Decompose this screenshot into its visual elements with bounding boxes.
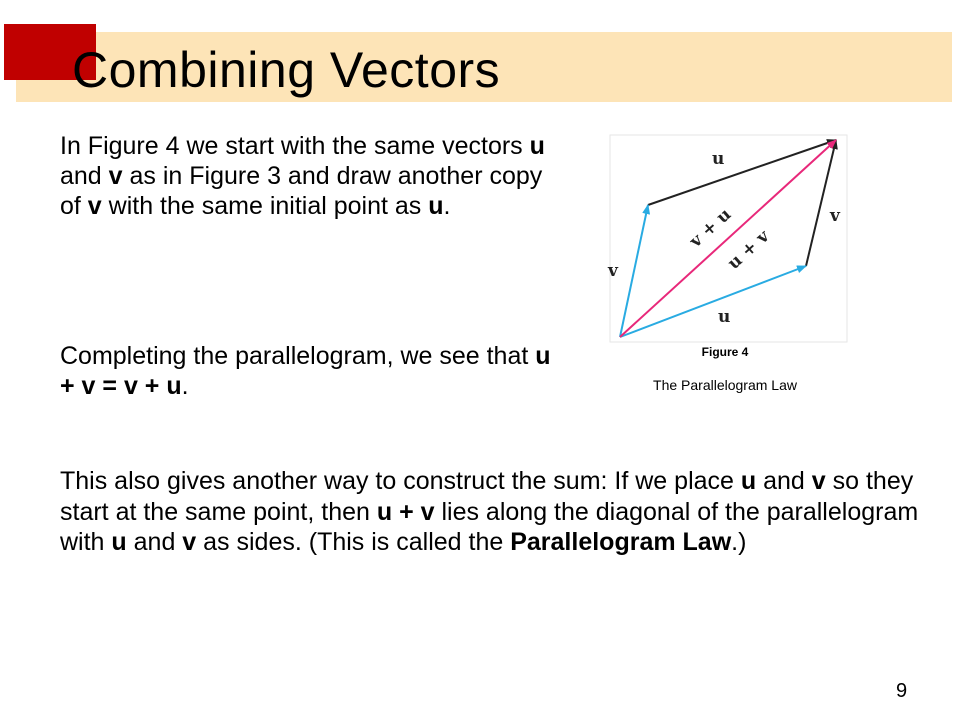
- paragraph-figure-intro: [60, 131, 560, 221]
- bold-u: u: [111, 528, 127, 556]
- vector-v-right: [806, 140, 836, 266]
- vector-v-left: [620, 205, 648, 337]
- text-run: as sides. (This is called the: [196, 528, 511, 556]
- text-run: .: [443, 192, 451, 220]
- parallelogram-diagram: [600, 130, 850, 345]
- text-run: as in Figure 3 and draw another copy of: [60, 162, 543, 220]
- text-run: In Figure 4 we start with the same vectors: [60, 132, 530, 160]
- bold-law-name: Parallelogram Law: [510, 528, 732, 556]
- text-run: and: [756, 467, 812, 495]
- label-v-left: v: [608, 261, 618, 281]
- text-run: and: [60, 162, 109, 190]
- bold-v: v: [182, 528, 197, 556]
- figure-label: Figure 4: [701, 345, 749, 359]
- parallelogram-figure: [600, 130, 850, 345]
- page-number: 9: [896, 680, 908, 702]
- vector-u-top: [648, 140, 836, 205]
- paragraph-commutative: [60, 341, 560, 401]
- text-run: This also gives another way to construct the sum: If we place: [60, 467, 741, 495]
- label-u-bottom: u: [718, 307, 731, 327]
- bold-u: u: [740, 467, 757, 495]
- bold-v: v: [811, 467, 826, 495]
- bold-v: v: [87, 192, 102, 220]
- text-run: with the same initial point as: [101, 192, 429, 220]
- label-u-top: u: [712, 149, 725, 169]
- figure-caption: The Parallelogram Law: [653, 377, 797, 393]
- vector-u-bottom: [620, 266, 806, 337]
- bold-u: u: [529, 132, 545, 160]
- text-run: so they start at the same point, then: [60, 467, 914, 526]
- bold-u: u: [428, 192, 444, 220]
- bold-sum: u + v: [376, 497, 435, 526]
- paragraph-parallelogram-law: [60, 466, 930, 558]
- text-run: Completing the parallelogram, we see that: [60, 342, 536, 370]
- bold-v: v: [108, 162, 123, 190]
- label-u-plus-v: u + v: [723, 226, 774, 274]
- text-run: lies along the diagonal of the parallelogram with: [60, 497, 919, 556]
- bold-equation: u + v = v + u: [60, 342, 551, 400]
- text-run: and: [126, 528, 183, 556]
- label-v-plus-u: v + u: [685, 204, 736, 252]
- text-run: .: [181, 372, 189, 400]
- slide-title: Combining Vectors: [72, 42, 501, 98]
- label-v-right: v: [830, 206, 840, 226]
- text-run: .): [731, 528, 747, 556]
